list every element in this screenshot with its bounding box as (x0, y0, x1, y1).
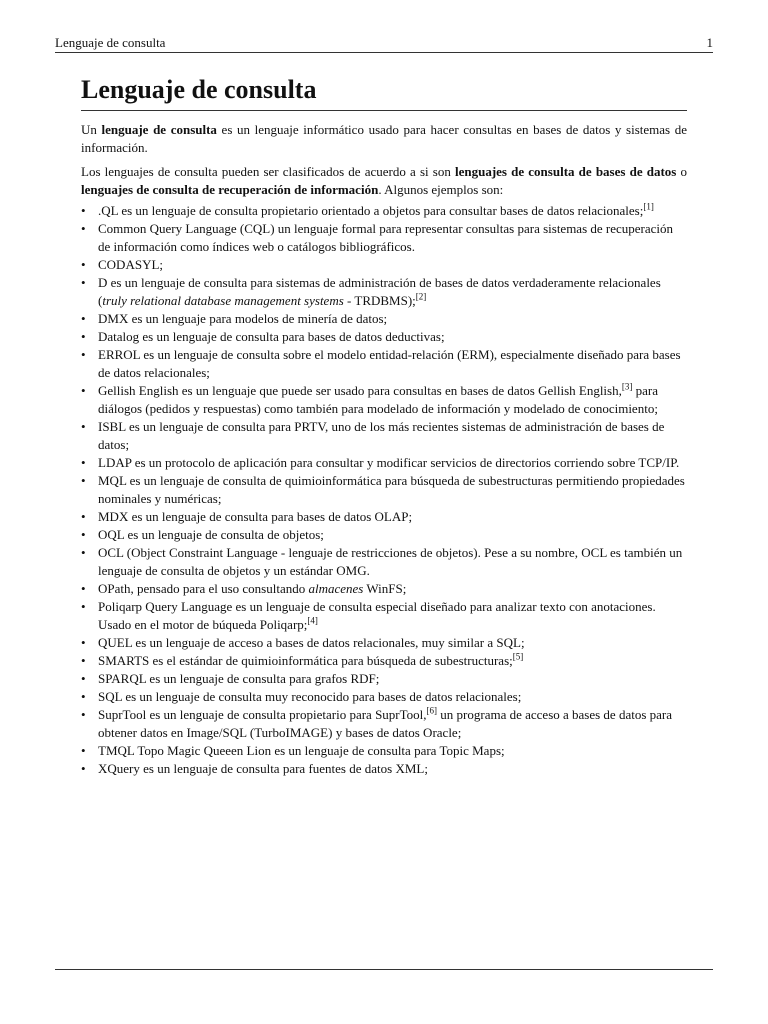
list-item (81, 346, 687, 382)
bullet-icon: • (81, 275, 86, 290)
list-item (81, 634, 687, 652)
citation-ref: [1] (643, 201, 654, 212)
article-body (81, 74, 687, 778)
list-item (81, 742, 687, 760)
citation-ref: [6] (426, 705, 438, 716)
item-text: DMX es un lenguaje para modelos de minería de datos; (98, 311, 388, 326)
bullet-icon: • (81, 509, 86, 524)
list-item (81, 760, 687, 778)
classification-text-pre: Los lenguajes de consulta pueden ser clasificados de acuerdo a si son (81, 164, 455, 179)
list-item (81, 652, 687, 670)
item-text: SMARTS es el estándar de quimioinformática para búsqueda de subestructuras; (98, 653, 513, 668)
item-text: MDX es un lenguaje de consulta para bases de datos OLAP; (98, 509, 413, 524)
classification-paragraph (81, 163, 687, 199)
list-item (81, 418, 687, 454)
item-text: - TRDBMS); (343, 293, 416, 308)
list-item (81, 256, 687, 274)
list-item (81, 526, 687, 544)
item-text: OQL es un lenguaje de consulta de objetos; (98, 527, 324, 542)
page-title: Lenguaje de consulta (81, 74, 687, 111)
item-text: LDAP es un protocolo de aplicación para consultar y modificar servicios de directorios corriendo sobre TCP/IP. (98, 455, 680, 470)
bullet-icon: • (81, 383, 86, 398)
list-item (81, 202, 687, 220)
bullet-icon: • (81, 671, 86, 686)
citation-ref: [3] (621, 381, 633, 392)
item-text: D es un lenguaje de consulta para sistemas de administración de bases de datos verdaderamente relacionales ( (98, 275, 661, 308)
item-text: SQL es un lenguaje de consulta muy reconocido para bases de datos relacionales; (98, 689, 522, 704)
bullet-icon: • (81, 311, 86, 326)
bullet-icon: • (81, 455, 86, 470)
item-text: QUEL es un lenguaje de acceso a bases de datos relacionales, muy similar a SQL; (98, 635, 525, 650)
item-text: Datalog es un lenguaje de consulta para bases de datos deductivas; (98, 329, 445, 344)
item-text: SPARQL es un lenguaje de consulta para grafos RDF; (98, 671, 380, 686)
list-item (81, 670, 687, 688)
list-item (81, 706, 687, 742)
item-text: OPath, pensado para el uso consultando (98, 581, 309, 596)
item-text: ISBL es un lenguaje de consulta para PRTV, uno de los más recientes sistemas de administración de bases de datos; (98, 419, 665, 452)
item-text: XQuery es un lenguaje de consulta para fuentes de datos XML; (98, 761, 428, 776)
list-item (81, 382, 687, 418)
classification-term-1: lenguajes de consulta de bases de datos (454, 164, 677, 179)
item-text: un programa de acceso a bases de datos para obtener datos en Image/SQL (TurboIMAGE) y bases de datos Oracle; (98, 707, 673, 740)
item-text: Poliqarp Query Language es un lenguaje de consulta especial diseñado para analizar texto con anotaciones. Usado en el motor de búqueda Poliqarp; (98, 599, 656, 632)
item-text: WinFS; (363, 581, 407, 596)
citation-ref: [2] (415, 291, 427, 302)
bullet-icon: • (81, 581, 86, 596)
item-text: ERROL es un lenguaje de consulta sobre el modelo entidad-relación (ERM), especialmente diseñado para bases de datos relacionales; (98, 347, 681, 380)
item-text: Gellish English es un lenguaje que puede ser usado para consultas en bases de datos Gellish English, (98, 383, 622, 398)
bullet-icon: • (81, 599, 86, 614)
italic-text: truly relational database management systems (102, 293, 344, 308)
bullet-icon: • (81, 689, 86, 704)
citation-ref: [5] (512, 651, 524, 662)
italic-text: almacenes (308, 581, 364, 596)
bullet-icon: • (81, 653, 86, 668)
item-text: TMQL Topo Magic Queeen Lion es un lenguaje de consulta para Topic Maps; (98, 743, 505, 758)
list-item (81, 472, 687, 508)
list-item (81, 328, 687, 346)
bullet-icon: • (81, 347, 86, 362)
item-text: SuprTool es un lenguaje de consulta propietario para SuprTool, (98, 707, 427, 722)
intro-text-pre: Un (81, 122, 102, 137)
intro-text-post: es un lenguaje informático usado para hacer consultas en bases de datos y sistemas de información. (81, 122, 687, 155)
bullet-icon: • (81, 419, 86, 434)
bullet-icon: • (81, 743, 86, 758)
classification-text-mid: o (676, 164, 688, 179)
bullet-icon: • (81, 707, 86, 722)
item-text: CODASYL; (98, 257, 164, 272)
bullet-icon: • (81, 473, 86, 488)
list-item (81, 508, 687, 526)
intro-term: lenguaje de consulta (101, 122, 217, 137)
examples-list (81, 202, 687, 778)
running-title: Lenguaje de consulta (55, 35, 166, 50)
bullet-icon: • (81, 761, 86, 776)
item-text: para diálogos (pedidos y respuestas) como también para modelado de información y modelado de conocimiento; (98, 383, 658, 416)
page-number: 1 (706, 35, 713, 50)
list-item (81, 598, 687, 634)
bullet-icon: • (81, 527, 86, 542)
item-text: Common Query Language (CQL) un lenguaje formal para representar consultas para sistemas de recuperación de información como índices web o catálogos bibliográficos. (98, 221, 674, 254)
citation-ref: [4] (307, 615, 318, 626)
list-item (81, 544, 687, 580)
list-item (81, 220, 687, 256)
classification-text-post: . Algunos ejemplos son: (378, 182, 504, 197)
list-item (81, 310, 687, 328)
bullet-icon: • (81, 545, 86, 560)
classification-term-2: lenguajes de consulta de recuperación de información (81, 182, 379, 197)
bullet-icon: • (81, 257, 86, 272)
footer-rule (55, 969, 713, 970)
item-text: OCL (Object Constraint Language - lenguaje de restricciones de objetos). Pese a su nombre, OCL es también un lenguaje de consulta de objetos y un estándar OMG. (98, 545, 683, 578)
bullet-icon: • (81, 329, 86, 344)
intro-paragraph (81, 121, 687, 157)
running-header (55, 34, 713, 53)
item-text: .QL es un lenguaje de consulta propietario orientado a objetos para consultar bases de datos relacionales; (98, 203, 644, 218)
list-item (81, 274, 687, 310)
list-item (81, 580, 687, 598)
item-text: MQL es un lenguaje de consulta de quimioinformática para búsqueda de subestructuras permitiendo propiedades nominales y numéricas; (98, 473, 685, 506)
list-item (81, 454, 687, 472)
bullet-icon: • (81, 203, 86, 218)
bullet-icon: • (81, 635, 86, 650)
list-item (81, 688, 687, 706)
bullet-icon: • (81, 221, 86, 236)
